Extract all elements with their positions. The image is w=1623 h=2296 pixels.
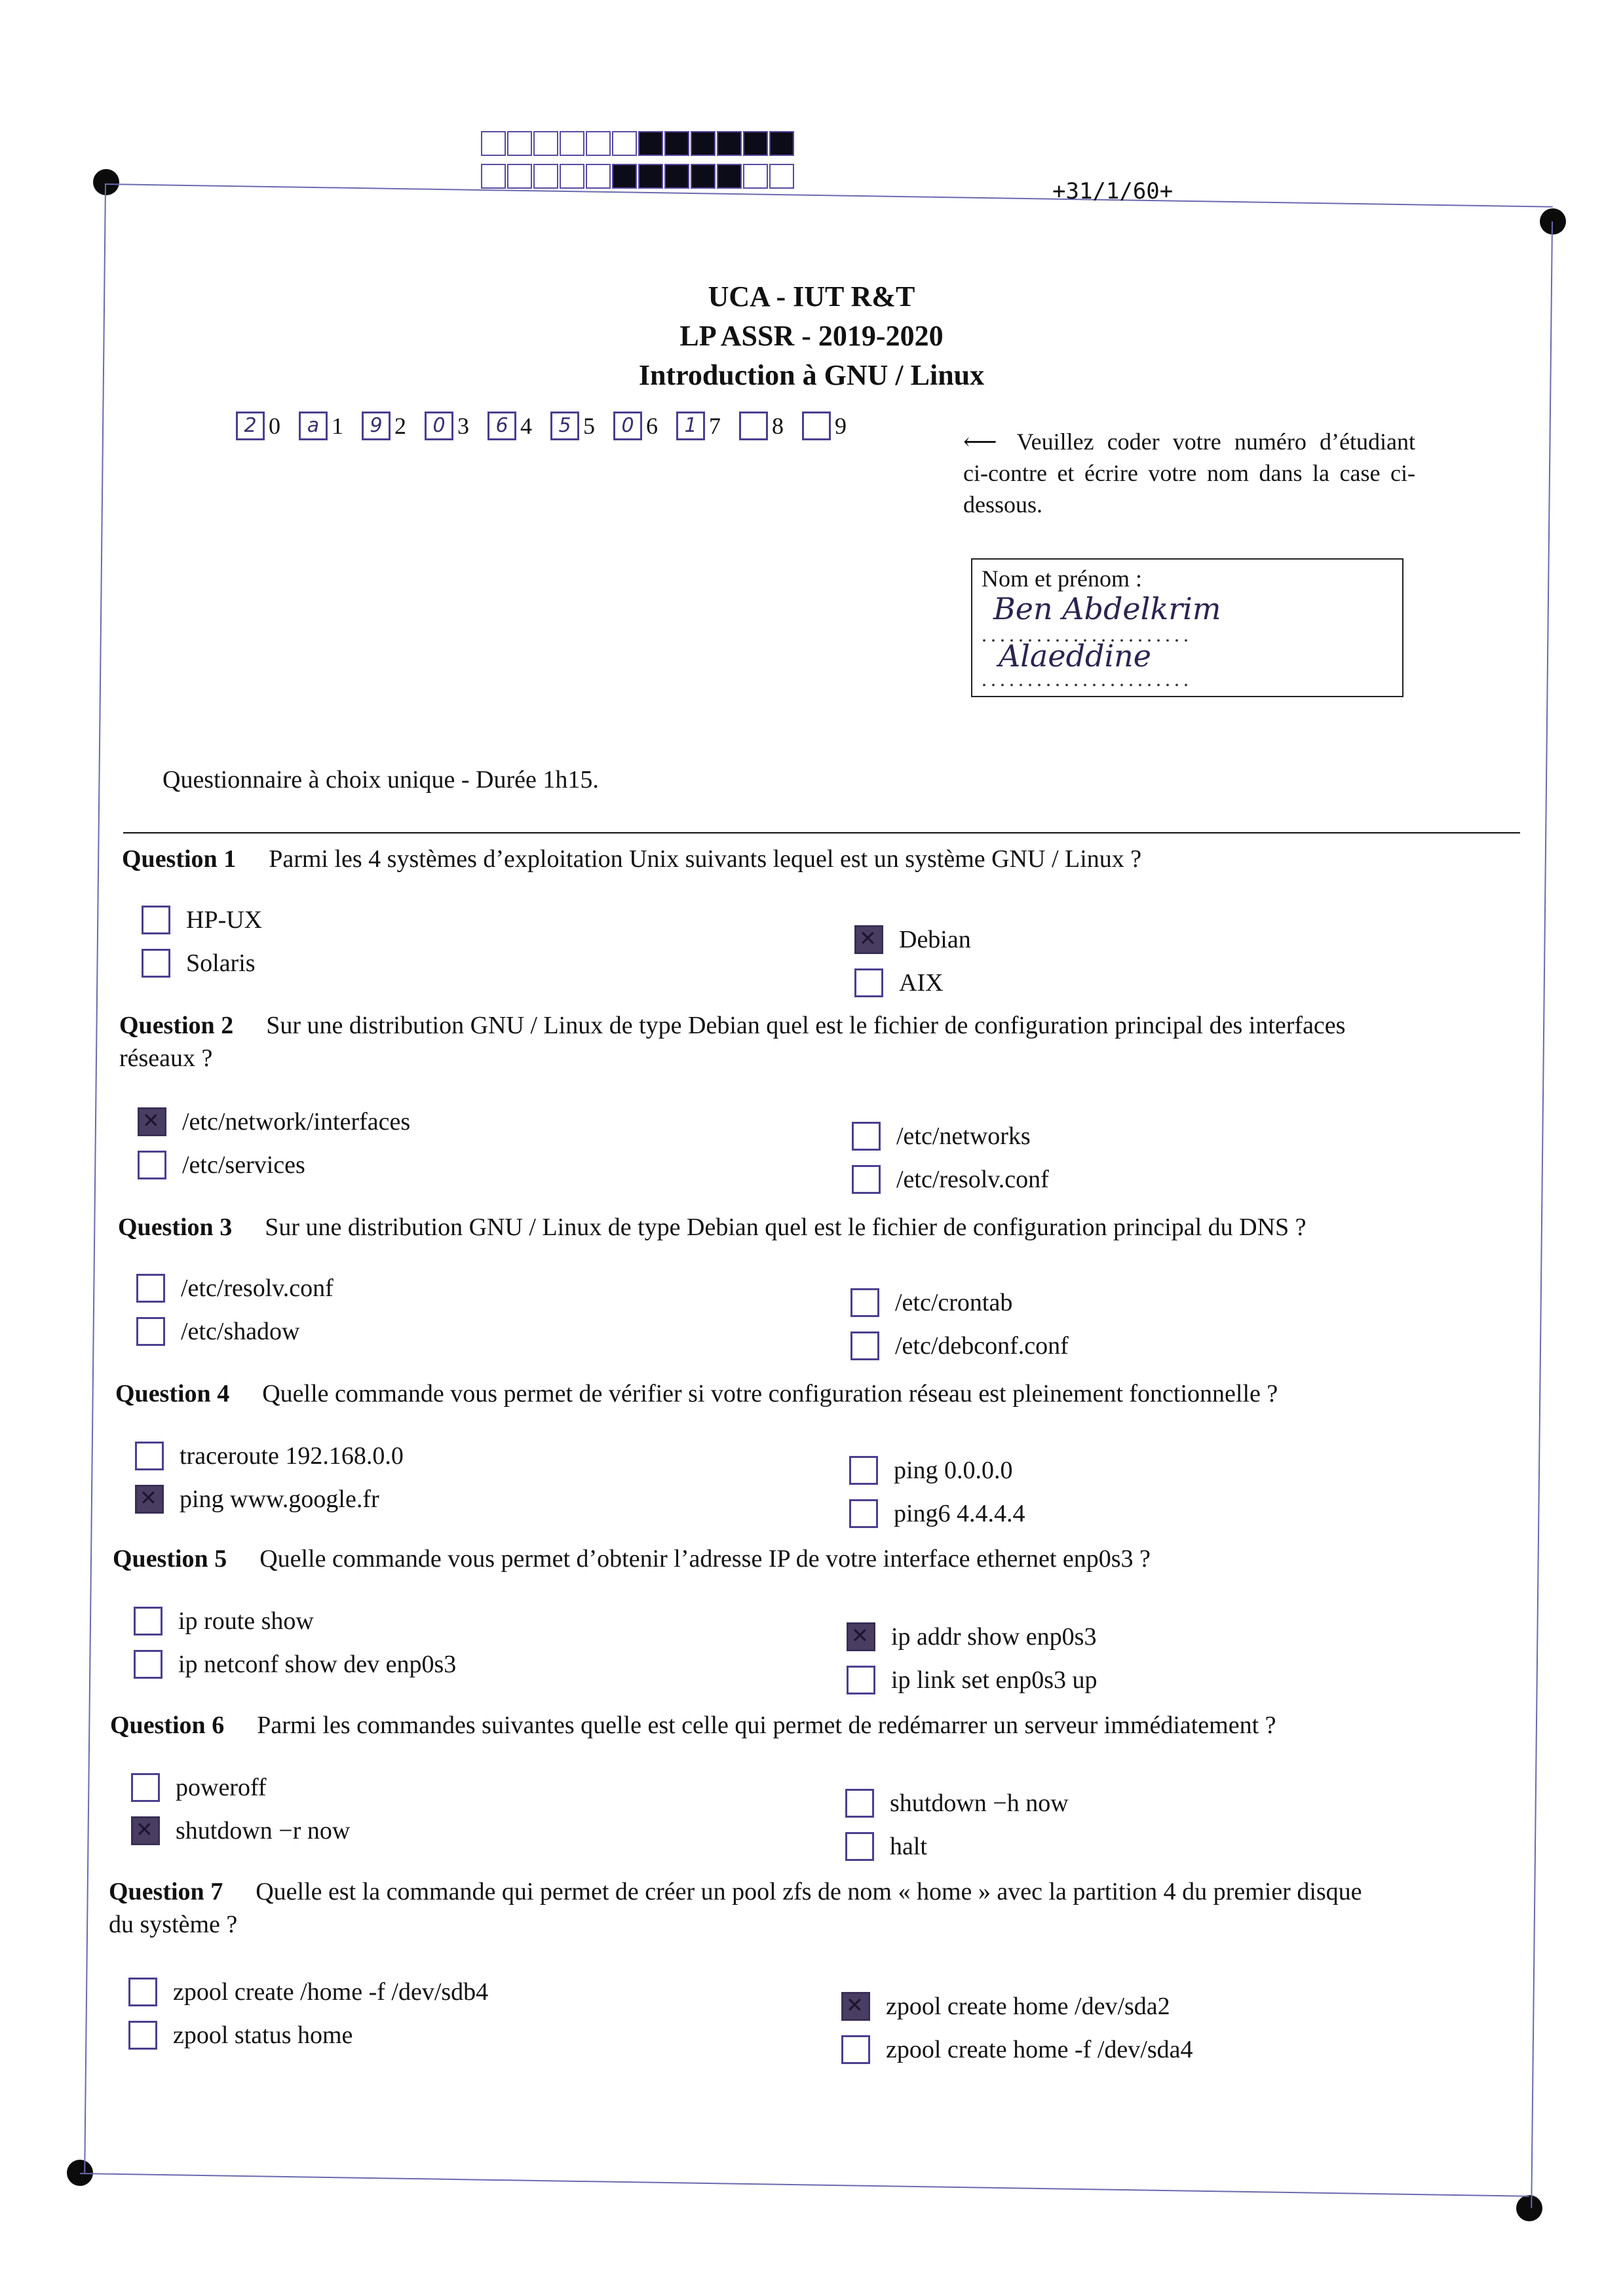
q1-option-b[interactable] — [142, 949, 256, 978]
checkbox[interactable] — [852, 1122, 881, 1151]
checkbox[interactable] — [128, 2021, 157, 2050]
registration-mark-top-left — [93, 169, 119, 195]
checkbox-checked[interactable] — [135, 1485, 164, 1514]
checkbox-checked[interactable] — [131, 1816, 160, 1845]
exam-subtitle: Questionnaire à choix unique - Durée 1h15. — [162, 766, 599, 794]
id-cell-8[interactable] — [739, 411, 784, 440]
checkbox-checked[interactable] — [138, 1107, 166, 1136]
frame-right — [1531, 221, 1553, 2208]
question-text: Parmi les commandes suivantes quelle est celle qui permet de redémarrer un serveur immédiatement ? — [257, 1712, 1276, 1739]
frame-left — [84, 183, 106, 2173]
checkbox[interactable] — [142, 949, 170, 978]
question-text: Quelle est la commande qui permet de créer un pool zfs de nom « home » avec la partition 4 du premier disque — [256, 1878, 1362, 1905]
question-text: Sur une distribution GNU / Linux de type Debian quel est le fichier de configuration principal des interfaces — [266, 1012, 1346, 1039]
id-box-1[interactable]: a — [299, 411, 328, 440]
id-box-0[interactable]: 2 — [236, 411, 265, 440]
q4-option-d[interactable] — [849, 1499, 1025, 1528]
q2-option-a[interactable] — [138, 1107, 410, 1136]
option-label: ip link set enp0s3 up — [891, 1666, 1098, 1694]
question-5 — [113, 1542, 1151, 1575]
option-label: ip route show — [178, 1607, 314, 1635]
checkbox-checked[interactable] — [841, 1992, 870, 2021]
option-label: ip netconf show dev enp0s3 — [178, 1651, 457, 1678]
id-cell-7[interactable] — [676, 411, 721, 440]
checkbox[interactable] — [850, 1288, 879, 1317]
name-label: Nom et prénom : — [982, 565, 1142, 592]
institution-title: UCA - IUT R&T — [708, 280, 915, 313]
q4-option-a[interactable] — [135, 1442, 404, 1470]
id-box-7[interactable]: 1 — [676, 411, 705, 440]
option-label: /etc/networks — [896, 1122, 1031, 1150]
option-label: zpool create /home -f /dev/sdb4 — [173, 1978, 489, 2006]
option-label: poweroff — [176, 1774, 267, 1801]
id-digit-label: 9 — [835, 413, 847, 439]
header-line-1 — [0, 278, 1623, 316]
checkbox[interactable] — [136, 1274, 165, 1303]
option-label: Debian — [899, 926, 971, 953]
checkbox[interactable] — [849, 1456, 878, 1485]
question-label: Question 3 — [118, 1214, 233, 1241]
id-digit-label: 5 — [583, 413, 595, 439]
registration-mark-bottom-right — [1516, 2195, 1542, 2221]
q1-option-a[interactable] — [142, 906, 262, 934]
q1-option-c[interactable] — [854, 925, 971, 954]
id-digit-label: 6 — [646, 413, 658, 439]
id-digit-label: 2 — [394, 413, 406, 439]
q5-option-b[interactable] — [134, 1650, 456, 1679]
q6-option-d[interactable] — [845, 1832, 927, 1861]
q6-option-c[interactable] — [845, 1789, 1069, 1818]
option-label: zpool status home — [173, 2021, 353, 2049]
student-id-row — [236, 411, 865, 440]
option-label: /etc/shadow — [181, 1318, 300, 1345]
checkbox[interactable] — [128, 1978, 157, 2006]
question-text: Quelle commande vous permet d’obtenir l’adresse IP de votre interface ethernet enp0s3 ? — [259, 1545, 1151, 1573]
q2-option-c[interactable] — [852, 1122, 1031, 1151]
q4-option-b[interactable] — [135, 1485, 379, 1514]
handwritten-firstname: Alaeddine — [999, 638, 1152, 674]
id-box-8[interactable] — [739, 411, 768, 440]
option-label: ip addr show enp0s3 — [891, 1623, 1097, 1651]
checkbox[interactable] — [849, 1499, 878, 1528]
id-cell-3[interactable] — [425, 411, 469, 440]
exam-title: Introduction à GNU / Linux — [638, 359, 985, 391]
header-line-2 — [0, 317, 1623, 355]
checkbox[interactable] — [845, 1832, 874, 1861]
option-label: ping 0.0.0.0 — [894, 1457, 1013, 1484]
left-arrow-icon: ⟵ — [963, 429, 997, 455]
q6-option-b[interactable] — [131, 1816, 350, 1845]
checkbox[interactable] — [142, 906, 170, 934]
id-cell-1[interactable] — [299, 411, 343, 440]
checkbox[interactable] — [134, 1650, 162, 1679]
question-7 — [109, 1875, 1362, 1941]
page-code: +31/1/60+ — [1052, 178, 1174, 204]
q5-option-a[interactable] — [134, 1607, 314, 1636]
q7-option-a[interactable] — [128, 1978, 488, 2006]
question-text: Sur une distribution GNU / Linux de type Debian quel est le fichier de configuration principal du DNS ? — [265, 1214, 1307, 1241]
instructions-text: Veuillez coder votre numéro d’étudiant ci-contre et écrire votre nom dans la case ci-dessous. — [963, 429, 1415, 518]
question-1 — [122, 843, 1141, 875]
id-cell-5[interactable] — [550, 411, 595, 440]
id-box-5[interactable]: 5 — [550, 411, 579, 440]
question-label: Question 1 — [122, 845, 237, 873]
id-cell-6[interactable] — [613, 411, 658, 440]
option-label: zpool create home /dev/sda2 — [886, 1993, 1170, 2020]
header-line-3 — [0, 356, 1623, 394]
id-digit-label: 1 — [332, 413, 343, 439]
q5-option-c[interactable] — [847, 1622, 1096, 1651]
question-label: Question 7 — [109, 1878, 223, 1905]
option-label: traceroute 192.168.0.0 — [180, 1442, 404, 1470]
q2-option-b[interactable] — [138, 1151, 305, 1179]
id-cell-9[interactable] — [802, 411, 847, 440]
handwritten-surname: Ben Abdelkrim — [993, 591, 1221, 626]
option-label: /etc/services — [182, 1151, 305, 1179]
q2-option-d[interactable] — [852, 1165, 1049, 1194]
id-cell-0[interactable] — [236, 411, 280, 440]
question-2 — [119, 1009, 1345, 1075]
q4-option-c[interactable] — [849, 1456, 1013, 1485]
option-label: /etc/crontab — [895, 1289, 1013, 1316]
question-label: Question 5 — [113, 1545, 227, 1573]
id-digit-label: 8 — [772, 413, 784, 439]
option-label: Solaris — [186, 949, 256, 977]
option-label: ping www.google.fr — [180, 1485, 379, 1513]
q1-option-d[interactable] — [854, 968, 944, 997]
option-label: shutdown −h now — [890, 1789, 1069, 1817]
id-digit-label: 0 — [269, 413, 280, 439]
checkbox[interactable] — [138, 1151, 166, 1179]
question-label: Question 4 — [115, 1380, 230, 1407]
id-box-9[interactable] — [802, 411, 831, 440]
checkbox[interactable] — [131, 1773, 160, 1802]
checkbox[interactable] — [135, 1442, 164, 1470]
option-label: shutdown −r now — [176, 1817, 351, 1845]
binary-code-row-1 — [481, 131, 795, 156]
id-box-6[interactable]: 0 — [613, 411, 642, 440]
option-label: /etc/resolv.conf — [181, 1274, 334, 1302]
q3-option-b[interactable] — [136, 1317, 300, 1346]
checkbox[interactable] — [134, 1607, 162, 1636]
checkbox[interactable] — [850, 1331, 879, 1360]
separator-rule — [123, 832, 1520, 833]
question-6 — [110, 1709, 1276, 1742]
checkbox[interactable] — [854, 968, 883, 997]
question-text-continued: réseaux ? — [119, 1044, 213, 1072]
id-cell-4[interactable] — [487, 411, 532, 440]
id-digit-label: 7 — [709, 413, 721, 439]
option-label: AIX — [899, 969, 944, 997]
question-text-continued: du système ? — [109, 1911, 238, 1938]
course-year: LP ASSR - 2019-2020 — [679, 320, 944, 352]
option-label: HP-UX — [186, 906, 263, 934]
id-box-4[interactable]: 6 — [487, 411, 516, 440]
q7-option-d[interactable] — [841, 2035, 1193, 2064]
checkbox[interactable] — [845, 1789, 874, 1818]
q6-option-a[interactable] — [131, 1773, 267, 1802]
q7-option-b[interactable] — [128, 2021, 353, 2050]
id-box-3[interactable]: 0 — [425, 411, 453, 440]
q3-option-a[interactable] — [136, 1274, 334, 1303]
q7-option-c[interactable] — [841, 1992, 1170, 2021]
id-box-2[interactable]: 9 — [362, 411, 391, 440]
checkbox[interactable] — [852, 1165, 881, 1194]
id-cell-2[interactable] — [362, 411, 406, 440]
q3-option-d[interactable] — [850, 1331, 1069, 1360]
frame-top — [106, 183, 1553, 208]
binary-code-row-2 — [481, 164, 795, 189]
option-label: halt — [890, 1833, 927, 1860]
frame-bottom — [80, 2173, 1529, 2197]
instructions — [963, 426, 1415, 520]
checkbox-checked[interactable] — [847, 1622, 875, 1651]
question-text: Quelle commande vous permet de vérifier si votre configuration réseau est pleinement fonctionnelle ? — [262, 1380, 1278, 1407]
option-label: ping6 4.4.4.4 — [894, 1500, 1025, 1527]
option-label: /etc/debconf.conf — [895, 1332, 1069, 1360]
checkbox-checked[interactable] — [854, 925, 883, 954]
q3-option-c[interactable] — [850, 1288, 1012, 1317]
option-label: /etc/resolv.conf — [896, 1166, 1049, 1193]
id-digit-label: 4 — [520, 413, 532, 439]
option-label: zpool create home -f /dev/sda4 — [886, 2036, 1193, 2063]
question-3 — [118, 1211, 1307, 1244]
option-label: /etc/network/interfaces — [182, 1108, 411, 1136]
checkbox[interactable] — [841, 2035, 870, 2064]
checkbox[interactable] — [136, 1317, 165, 1346]
question-label: Question 2 — [119, 1012, 234, 1039]
name-dots-line-2: ....................... — [982, 667, 1193, 691]
question-label: Question 6 — [110, 1712, 225, 1739]
id-digit-label: 3 — [457, 413, 469, 439]
checkbox[interactable] — [847, 1666, 875, 1694]
name-box[interactable] — [971, 558, 1403, 697]
q5-option-d[interactable] — [847, 1666, 1098, 1694]
question-4 — [115, 1377, 1278, 1410]
question-text: Parmi les 4 systèmes d’exploitation Unix suivants lequel est un système GNU / Linux ? — [269, 845, 1142, 873]
name-dots-line-1: ....................... — [982, 622, 1193, 646]
